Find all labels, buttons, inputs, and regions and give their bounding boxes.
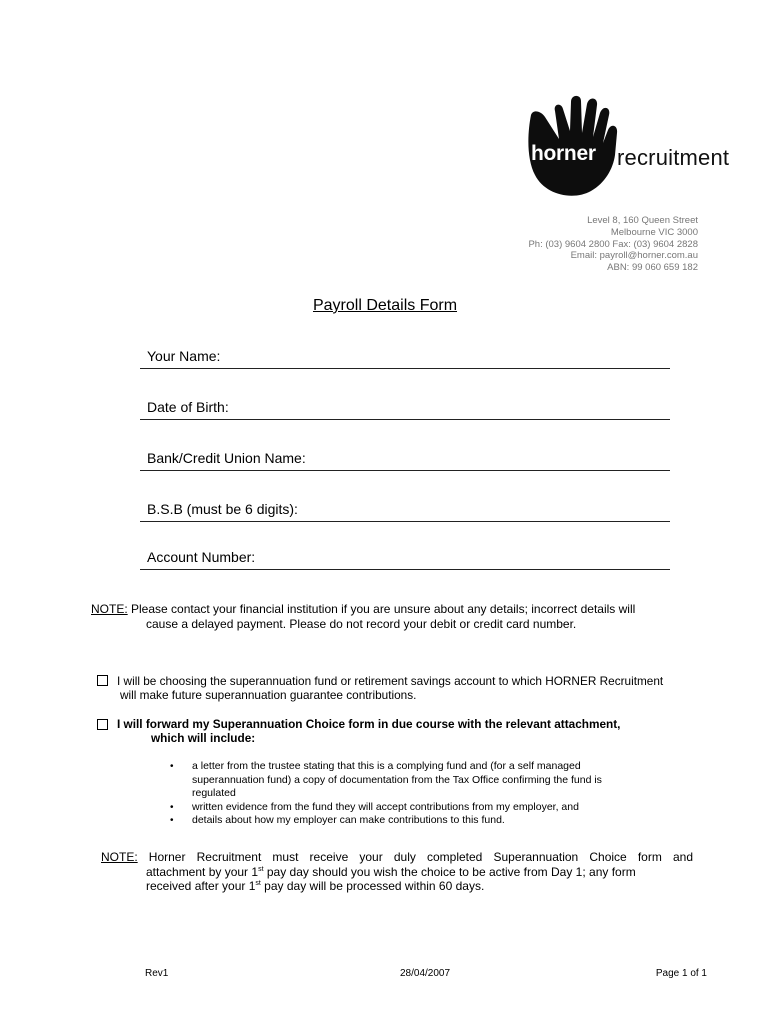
footer-date: 28/04/2007 (400, 968, 451, 979)
field-label: Date of Birth: (147, 399, 229, 415)
page-title: Payroll Details Form (312, 297, 458, 314)
field-label: B.S.B (must be 6 digits): (147, 501, 298, 517)
option-forward-choice-checkbox[interactable] (97, 719, 108, 730)
note-text: Horner Recruitment must receive your duly completed Superannuation Choice form and (137, 850, 693, 864)
footer-page-number: Page 1 of 1 (655, 968, 707, 979)
list-item: • a letter from the trustee stating that this is a complying fund and (for a self managed superannuation fund) a copy of documentation from the Tax Office confirming the fund is regulated (170, 760, 602, 799)
company-logo (525, 95, 750, 205)
bullet-icon: • (170, 801, 174, 813)
field-label: Bank/Credit Union Name: (147, 450, 306, 466)
note-text: received after your 1st pay day will be processed within 60 days. (146, 879, 485, 893)
date-of-birth-field[interactable] (140, 401, 670, 420)
list-item: • written evidence from the fund they will accept contributions from my employer, and (170, 800, 579, 813)
footer-revision: Rev1 (145, 968, 169, 979)
note-prefix: NOTE: (101, 850, 138, 864)
note-prefix: NOTE: (91, 602, 128, 616)
option-text: I will be choosing the superannuation fund or retirement savings account to which HORNER Recruitment (117, 674, 664, 688)
address-line: ABN: 99 060 659 182 (607, 262, 698, 274)
option-forward-choice-text (117, 717, 707, 745)
option-choose-fund-checkbox[interactable] (97, 675, 108, 686)
bullet-icon: • (170, 815, 174, 826)
address-line: Level 8, 160 Queen Street (587, 215, 698, 226)
note-text: Please contact your financial institution if you are unsure about any details; incorrect details will (127, 602, 636, 616)
deadline-note (101, 850, 693, 894)
address-line: Melbourne VIC 3000 (610, 226, 698, 238)
your-name-field[interactable] (140, 350, 670, 369)
logo-suffix-text: recruitment (617, 145, 730, 170)
note-text: cause a delayed payment. Please do not record your debit or credit card number. (146, 616, 577, 631)
option-text: I will forward my Superannuation Choice form in due course with the relevant attachment, (117, 717, 621, 731)
option-choose-fund-text (117, 674, 707, 702)
note-text: attachment by your 1st pay day should you wish the choice to be active from Day 1; any form (146, 864, 636, 879)
option-text: which will include: (151, 731, 256, 745)
bank-name-field[interactable] (140, 452, 670, 471)
list-item: • details about how my employer can make contributions to this fund. (170, 814, 505, 826)
account-number-field[interactable] (140, 551, 670, 570)
address-line: Email: payroll@horner.com.au (570, 250, 698, 262)
logo-brand-text: horner (531, 142, 596, 165)
option-text: will make future superannuation guarantee contributions. (120, 688, 417, 702)
company-address (528, 215, 698, 274)
field-label: Account Number: (147, 549, 256, 565)
attachment-list (170, 760, 670, 828)
address-line: Ph: (03) 9604 2800 Fax: (03) 9604 2828 (528, 238, 698, 250)
bullet-icon: • (170, 761, 174, 772)
field-label: Your Name: (147, 348, 221, 364)
bsb-field[interactable] (140, 503, 670, 522)
details-note (91, 602, 696, 631)
